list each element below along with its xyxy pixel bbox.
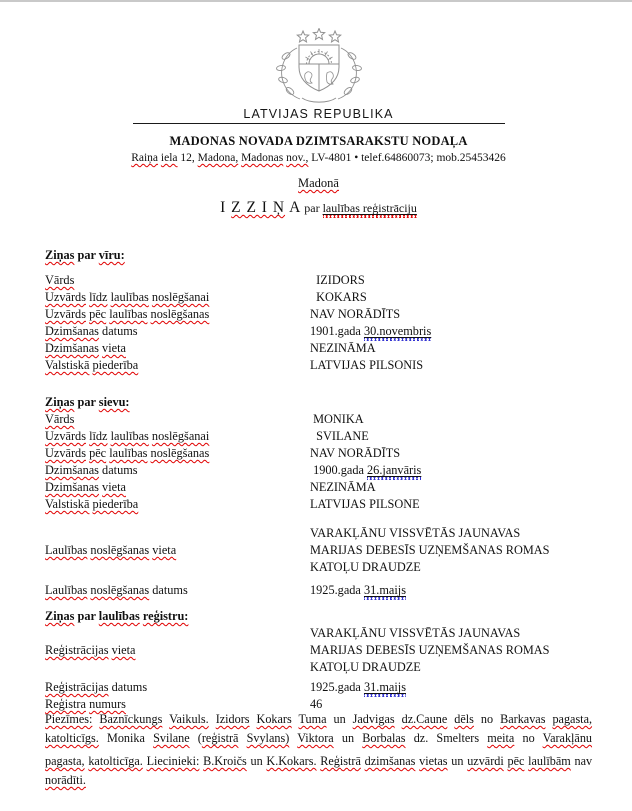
field-value: NAV NORĀDĪTS xyxy=(310,446,401,460)
field-row-registration-place xyxy=(45,625,592,676)
field-row-wife-name xyxy=(45,411,592,428)
field-label: Valstiskā piederība xyxy=(45,497,139,511)
stars xyxy=(297,29,340,42)
field-label: Dzimšanas datums xyxy=(45,324,138,338)
field-label: Dzimšanas vieta xyxy=(45,341,126,355)
notes-paragraph: Piezīmes: Baznīckungs Vaikuls. Izidors Kokars Tuma un Jadvigas dz.Caune dēls no Barkavas pagasta, katolticīgs. Monika Svilane (reģistrā Svylans) Viktora un Borbalas dz. Smelters meita no Varakļānu xyxy=(45,712,593,745)
section-heading-husband: Ziņas par vīru: xyxy=(45,248,125,262)
field-row-wife-citizenship xyxy=(45,496,592,513)
field-row-wife-birthdate xyxy=(45,462,592,479)
document-title-subject: par laulības reģistrāciju xyxy=(304,201,417,215)
value-line: VARAKĻĀNU VISSVĒTĀS JAUNAVAS xyxy=(310,526,521,540)
field-row-wife-birthplace xyxy=(45,479,592,496)
field-row-wife-surname-before xyxy=(45,428,592,445)
field-label: Vārds xyxy=(45,273,75,287)
field-label: Uzvārds pēc laulības noslēgšanas xyxy=(45,446,210,460)
field-label: Uzvārds pēc laulības noslēgšanas xyxy=(45,307,210,321)
latvia-coat-of-arms-icon xyxy=(272,28,366,104)
field-row-wife-surname-after xyxy=(45,445,592,462)
field-value: NEZINĀMA xyxy=(310,480,376,494)
issue-place: Madonā xyxy=(298,176,339,190)
value-line: KATOĻU DRAUDZE xyxy=(310,660,421,674)
value-line: MARIJAS DEBESĪS UZŅEMŠANAS ROMAS xyxy=(310,543,550,557)
field-value: LATVIJAS PILSONE xyxy=(310,497,420,511)
office-address: Raiņa iela 12, Madona, Madonas nov., LV-4801 • telef.64860073; mob.25453426 xyxy=(131,152,506,164)
certificate-body xyxy=(45,247,592,713)
country-title-rule xyxy=(133,107,505,124)
field-value xyxy=(310,625,592,676)
country-title: LATVIJAS REPUBLIKA xyxy=(243,107,394,121)
field-value: IZIDORS xyxy=(310,273,365,287)
field-label: Dzimšanas vieta xyxy=(45,480,126,494)
field-value: LATVIJAS PILSONIS xyxy=(310,358,424,372)
field-value: SVILANE xyxy=(310,429,369,443)
field-value: 1901.gada 30.novembris xyxy=(310,324,432,338)
field-label: Vārds xyxy=(45,412,75,426)
field-value: 1925.gada 31.maijs xyxy=(310,680,406,694)
field-value: 46 xyxy=(310,697,323,711)
field-row-marriage-place xyxy=(45,525,592,576)
field-label: Laulības noslēgšanas vieta xyxy=(45,543,177,557)
field-label: Dzimšanas datums xyxy=(45,463,138,477)
field-value xyxy=(310,525,592,576)
field-label: Uzvārds līdz laulības noslēgšanai xyxy=(45,429,210,443)
field-label: Uzvārds līdz laulības noslēgšanai xyxy=(45,290,210,304)
field-value: NEZINĀMA xyxy=(310,341,376,355)
field-value: 1900.gada 26.janvāris xyxy=(310,463,422,477)
field-label: Reģistrācijas datums xyxy=(45,680,148,694)
field-row-husband-birthplace xyxy=(45,340,592,357)
field-row-husband-surname-after xyxy=(45,306,592,323)
field-row-husband-surname-before xyxy=(45,289,592,306)
field-value: MONIKA xyxy=(310,412,364,426)
section-heading-register: Ziņas par laulības reģistru: xyxy=(45,609,189,623)
document-title xyxy=(45,199,592,217)
field-value: NAV NORĀDĪTS xyxy=(310,307,401,321)
field-row-marriage-date xyxy=(45,582,592,599)
field-label: Laulības noslēgšanas datums xyxy=(45,583,188,597)
value-line: VARAKĻĀNU VISSVĒTĀS JAUNAVAS xyxy=(310,626,521,640)
field-label: Valstiskā piederība xyxy=(45,358,139,372)
field-row-husband-name xyxy=(45,272,592,289)
field-value: KOKARS xyxy=(310,290,367,304)
field-label: Reģistrācijas vieta xyxy=(45,643,136,657)
notes-paragraph: pagasta, katolticīga. Liecinieki: B.Kroičs un K.Kokars. Reģistrā dzimšanas vietas un uzvārdi pēc laulībām nav norādīti. xyxy=(45,754,593,787)
document-title-word: I Z Z I Ņ A xyxy=(220,199,302,216)
letterhead xyxy=(45,28,592,217)
document-page xyxy=(0,2,632,790)
office-name: MADONAS NOVADA DZIMTSARAKSTU NODAĻA xyxy=(169,134,468,148)
field-value: 1925.gada 31.maijs xyxy=(310,583,406,597)
field-row-registration-date xyxy=(45,679,592,696)
section-heading-wife: Ziņas par sievu: xyxy=(45,395,130,409)
field-row-husband-citizenship xyxy=(45,357,592,374)
field-label: Reģistra numurs xyxy=(45,697,126,711)
notes-section xyxy=(45,710,592,790)
value-line: KATOĻU DRAUDZE xyxy=(310,560,421,574)
value-line: MARIJAS DEBESĪS UZŅEMŠANAS ROMAS xyxy=(310,643,550,657)
field-row-husband-birthdate xyxy=(45,323,592,340)
